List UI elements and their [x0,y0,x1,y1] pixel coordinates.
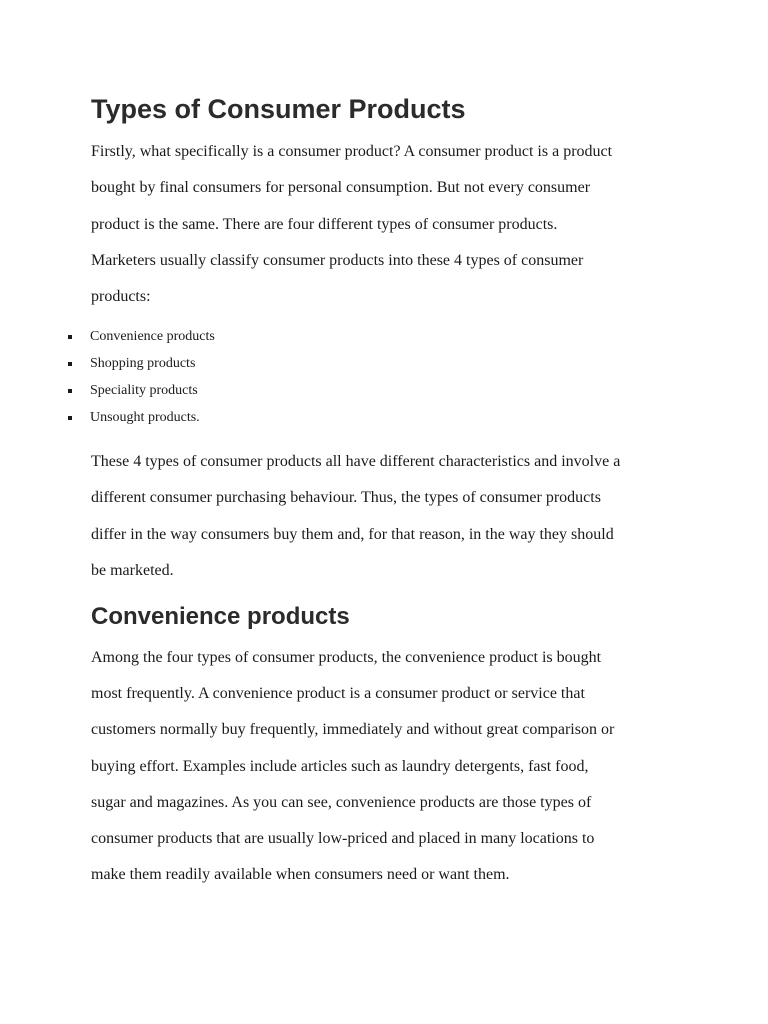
list-item [0,352,215,379]
list-item-label: Unsought products. [90,410,200,425]
text-line: product is the same. There are four different types of consumer products. [91,215,558,233]
text-line: most frequently. A convenience product is a consumer product or service that [91,685,585,703]
bullet-square-icon [68,362,72,366]
text-line: differ in the way consumers buy them and, for that reason, in the way they should [91,525,614,543]
text-line: customers normally buy frequently, immediately and without great comparison or [91,721,615,739]
intro-paragraph [91,134,691,315]
list-item [0,325,215,352]
bullet-square-icon [68,335,72,339]
text-line: be marketed. [91,561,174,579]
text-line: Marketers usually classify consumer products into these 4 types of consumer [91,251,584,269]
text-line: Among the four types of consumer products, the convenience product is bought [91,649,602,666]
convenience-paragraph [91,640,691,893]
text-line: sugar and magazines. As you can see, convenience products are those types of [91,793,592,811]
page-title: Types of Consumer Products [91,94,466,124]
text-line: bought by final consumers for personal consumption. But not every consumer [91,179,591,197]
text-line: consumer products that are usually low-priced and placed in many locations to [91,829,595,847]
list-item [0,379,215,406]
section-heading: Convenience products [91,603,350,630]
text-line: make them readily available when consumers need or want them. [91,866,510,884]
list-item-label: Speciality products [90,383,198,398]
bullet-square-icon [68,389,72,393]
product-types-list [0,325,215,433]
text-line: different consumer purchasing behaviour. Thus, the types of consumer products [91,489,601,507]
list-item [0,406,215,433]
text-line: products: [91,288,151,306]
list-item-label: Shopping products [90,356,196,371]
text-line: These 4 types of consumer products all have different characteristics and involve a [91,453,621,470]
characteristics-paragraph [91,444,691,589]
list-item-label: Convenience products [90,329,215,344]
text-line: buying effort. Examples include articles such as laundry detergents, fast food, [91,757,589,775]
bullet-square-icon [68,416,72,420]
text-line: Firstly, what specifically is a consumer product? A consumer product is a product [91,143,613,160]
